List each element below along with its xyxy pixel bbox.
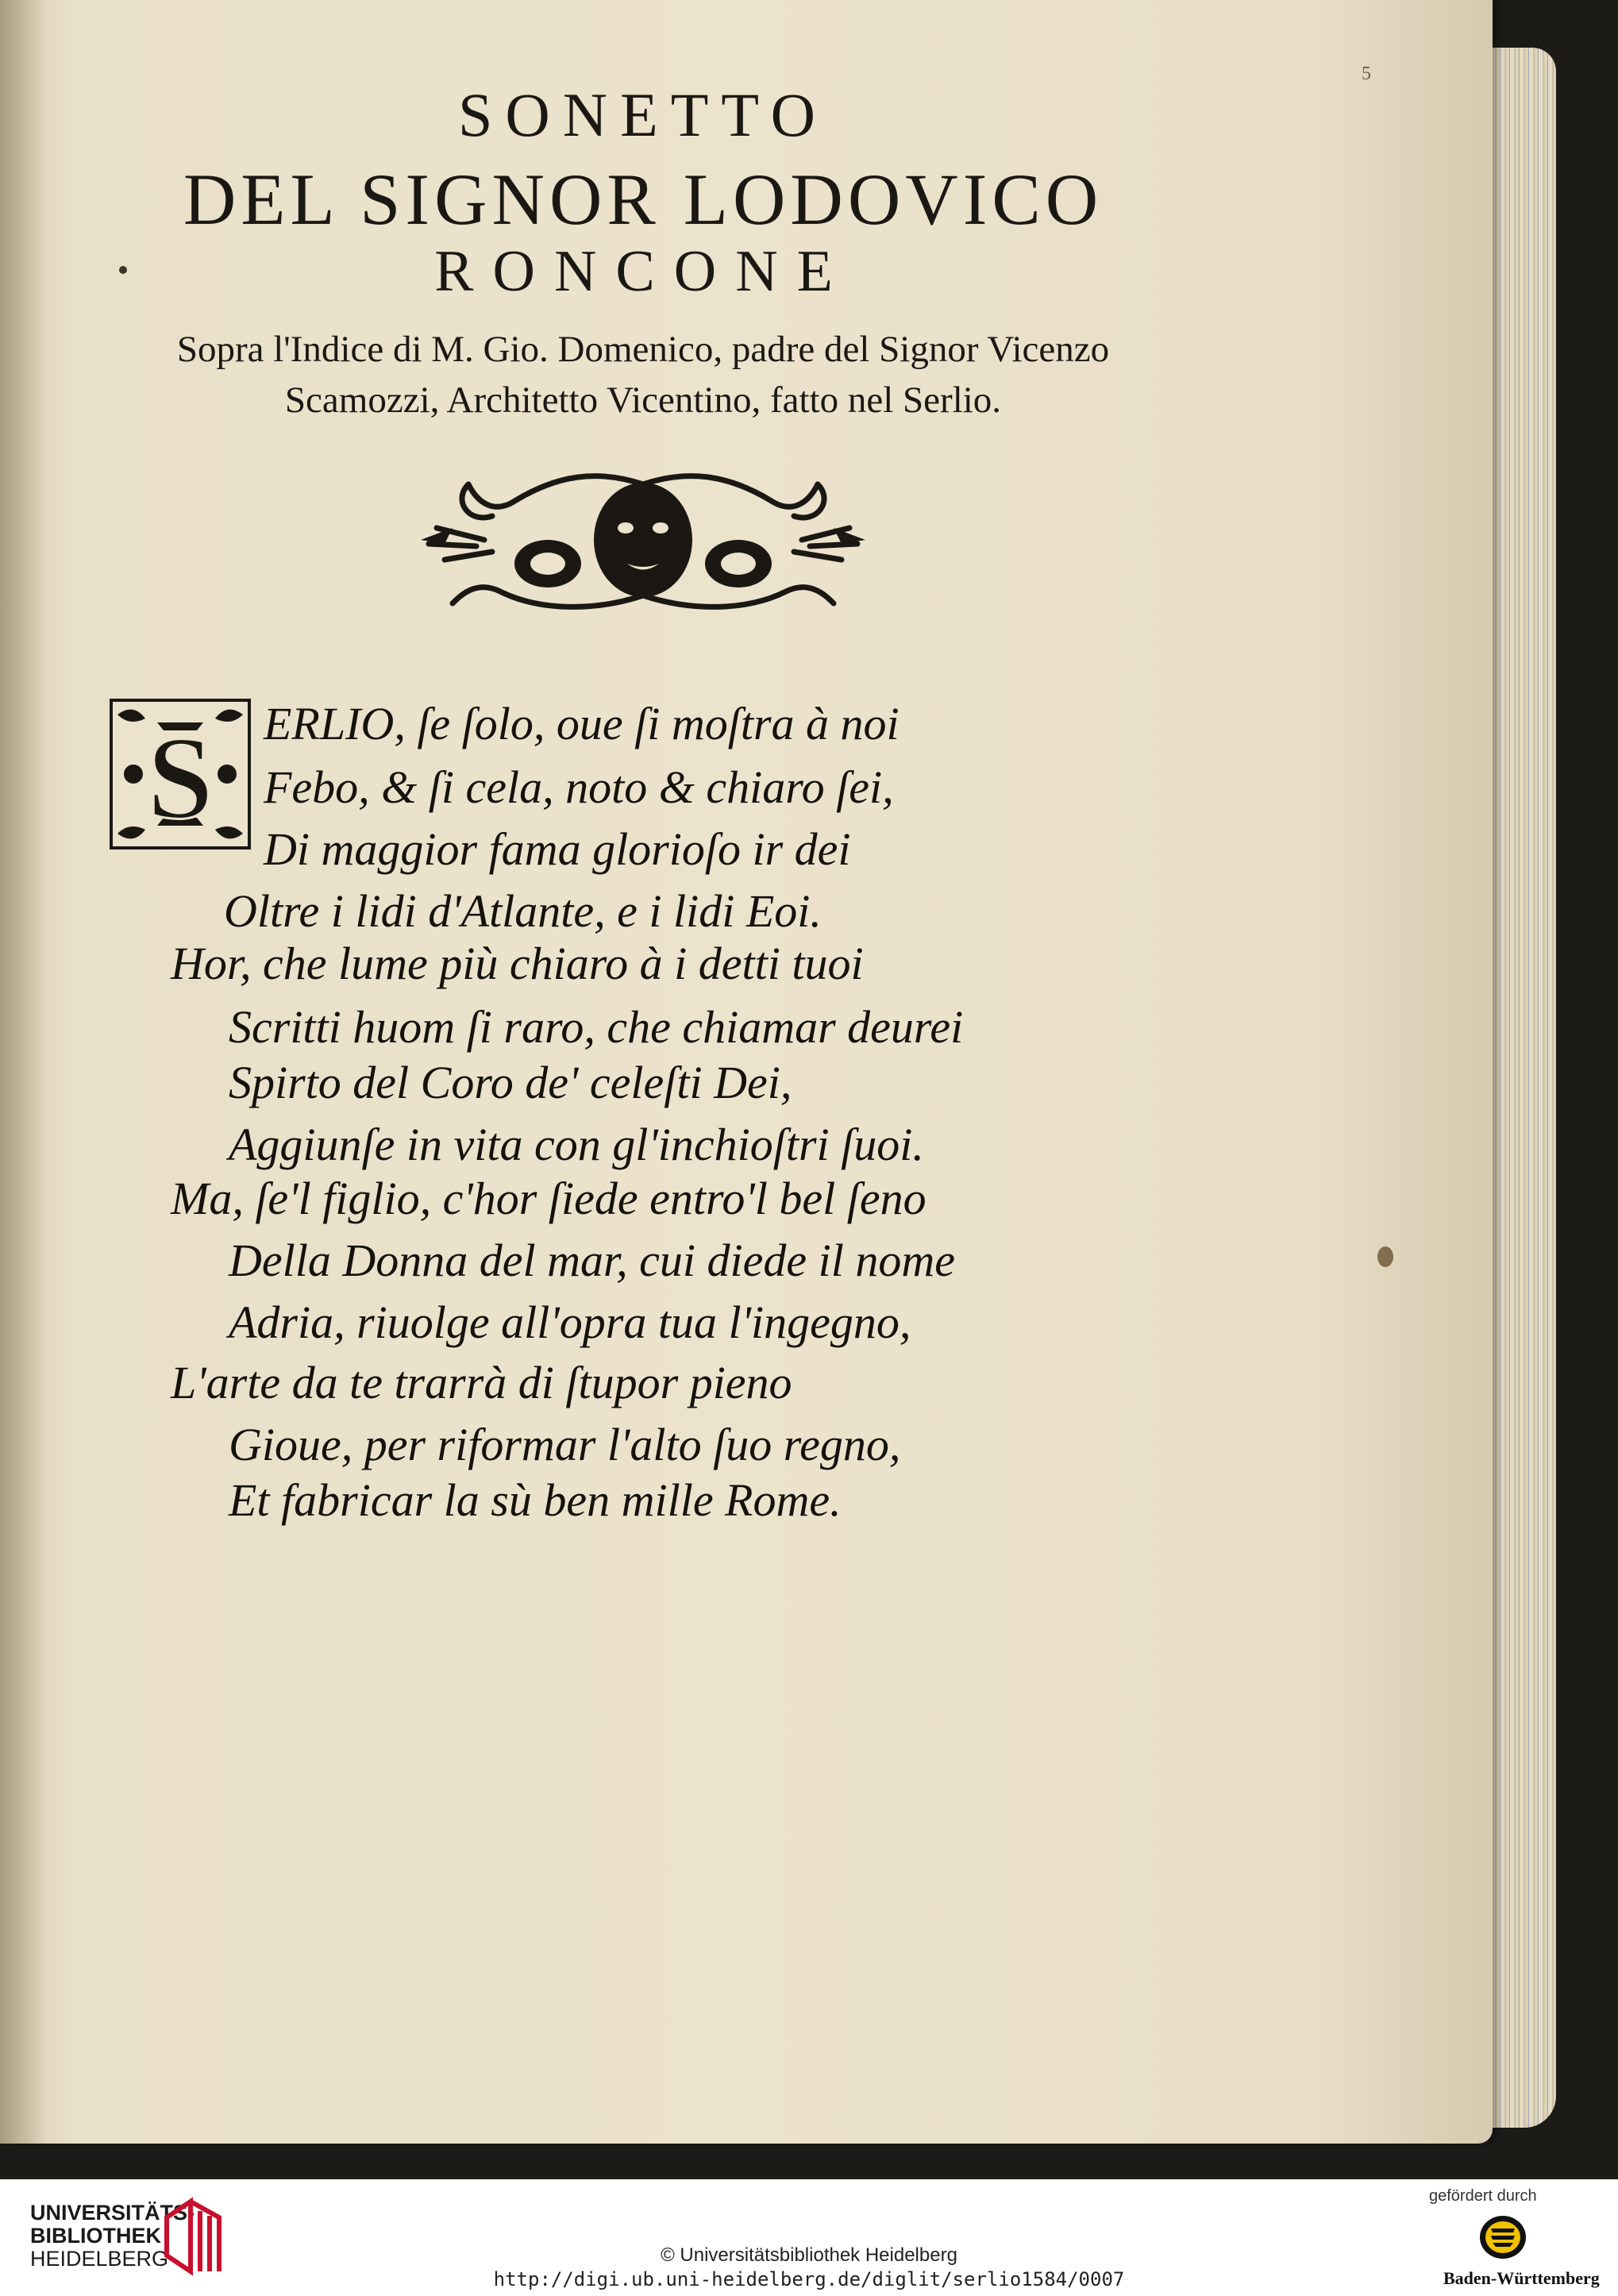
poem-line-7: Spirto del Coro de' celeſti Dei, (229, 1057, 792, 1108)
library-name-line-3: HEIDELBERG (30, 2247, 169, 2271)
heading-author: DEL SIGNOR LODOVICO (183, 159, 1104, 240)
folio-mark: 5 (1362, 64, 1371, 84)
poem-line-4: Oltre i lidi d'Atlante, e i lidi Eoi. (224, 885, 822, 937)
ink-stain (1377, 1246, 1393, 1267)
sponsor-name: Baden-Württemberg (1443, 2268, 1600, 2288)
heading-sonetto: SONETTO (458, 80, 828, 149)
poem-line-9: Ma, ſe'l figlio, c'hor ſiede entro'l bel ſeno (171, 1173, 926, 1224)
subheading-line-2: Scamozzi, Architetto Vicentino, fatto nel Serlio. (284, 379, 1002, 421)
poem-line-12: L'arte da te trarrà di ſtupor pieno (171, 1357, 792, 1408)
svg-text:S: S (147, 712, 214, 844)
poem-line-3: Di maggior fama glorioſo ir dei (264, 823, 851, 875)
funded-by-label: gefördert durch (1429, 2187, 1537, 2205)
poem-line-8: Aggiunſe in vita con gl'inchioſtri ſuoi. (229, 1119, 924, 1170)
library-name-line-1: UNIVERSITÄTS- (30, 2201, 195, 2225)
copyright-notice: © Universitätsbibliothek Heidelberg (661, 2244, 957, 2266)
poem-line-14: Et fabricar la sù ben mille Rome. (229, 1474, 842, 1526)
decorated-initial-icon (110, 699, 251, 849)
woodcut-ornament-icon (421, 453, 865, 627)
poem-line-2: Febo, & ſi cela, noto & chiaro ſei, (264, 761, 894, 813)
library-name-line-2: BIBLIOTHEK (30, 2224, 161, 2248)
subheading-line-1: Sopra l'Indice di M. Gio. Domenico, padre del Signor Vicenzo (176, 329, 1110, 370)
baden-wuerttemberg-crest-icon[interactable] (1478, 2214, 1527, 2260)
poem-line-10: Della Donna del mar, cui diede il nome (229, 1235, 955, 1286)
footer-bar (0, 2179, 1618, 2296)
poem-line-1: ERLIO, ſe ſolo, oue ſi moſtra à noi (264, 698, 900, 749)
permalink-url[interactable]: http://digi.ub.uni-heidelberg.de/diglit/serlio1584/0007 (493, 2268, 1125, 2290)
poem-line-6: Scritti huom ſi raro, che chiamar deurei (229, 1001, 964, 1053)
poem-line-13: Gioue, per riformar l'alto ſuo regno, (229, 1419, 901, 1470)
heading-surname: RONCONE (434, 239, 852, 304)
poem-line-5: Hor, che lume più chiaro à i detti tuoi (171, 938, 864, 989)
poem-line-11: Adria, riuolge all'opra tua l'ingegno, (229, 1296, 911, 1348)
